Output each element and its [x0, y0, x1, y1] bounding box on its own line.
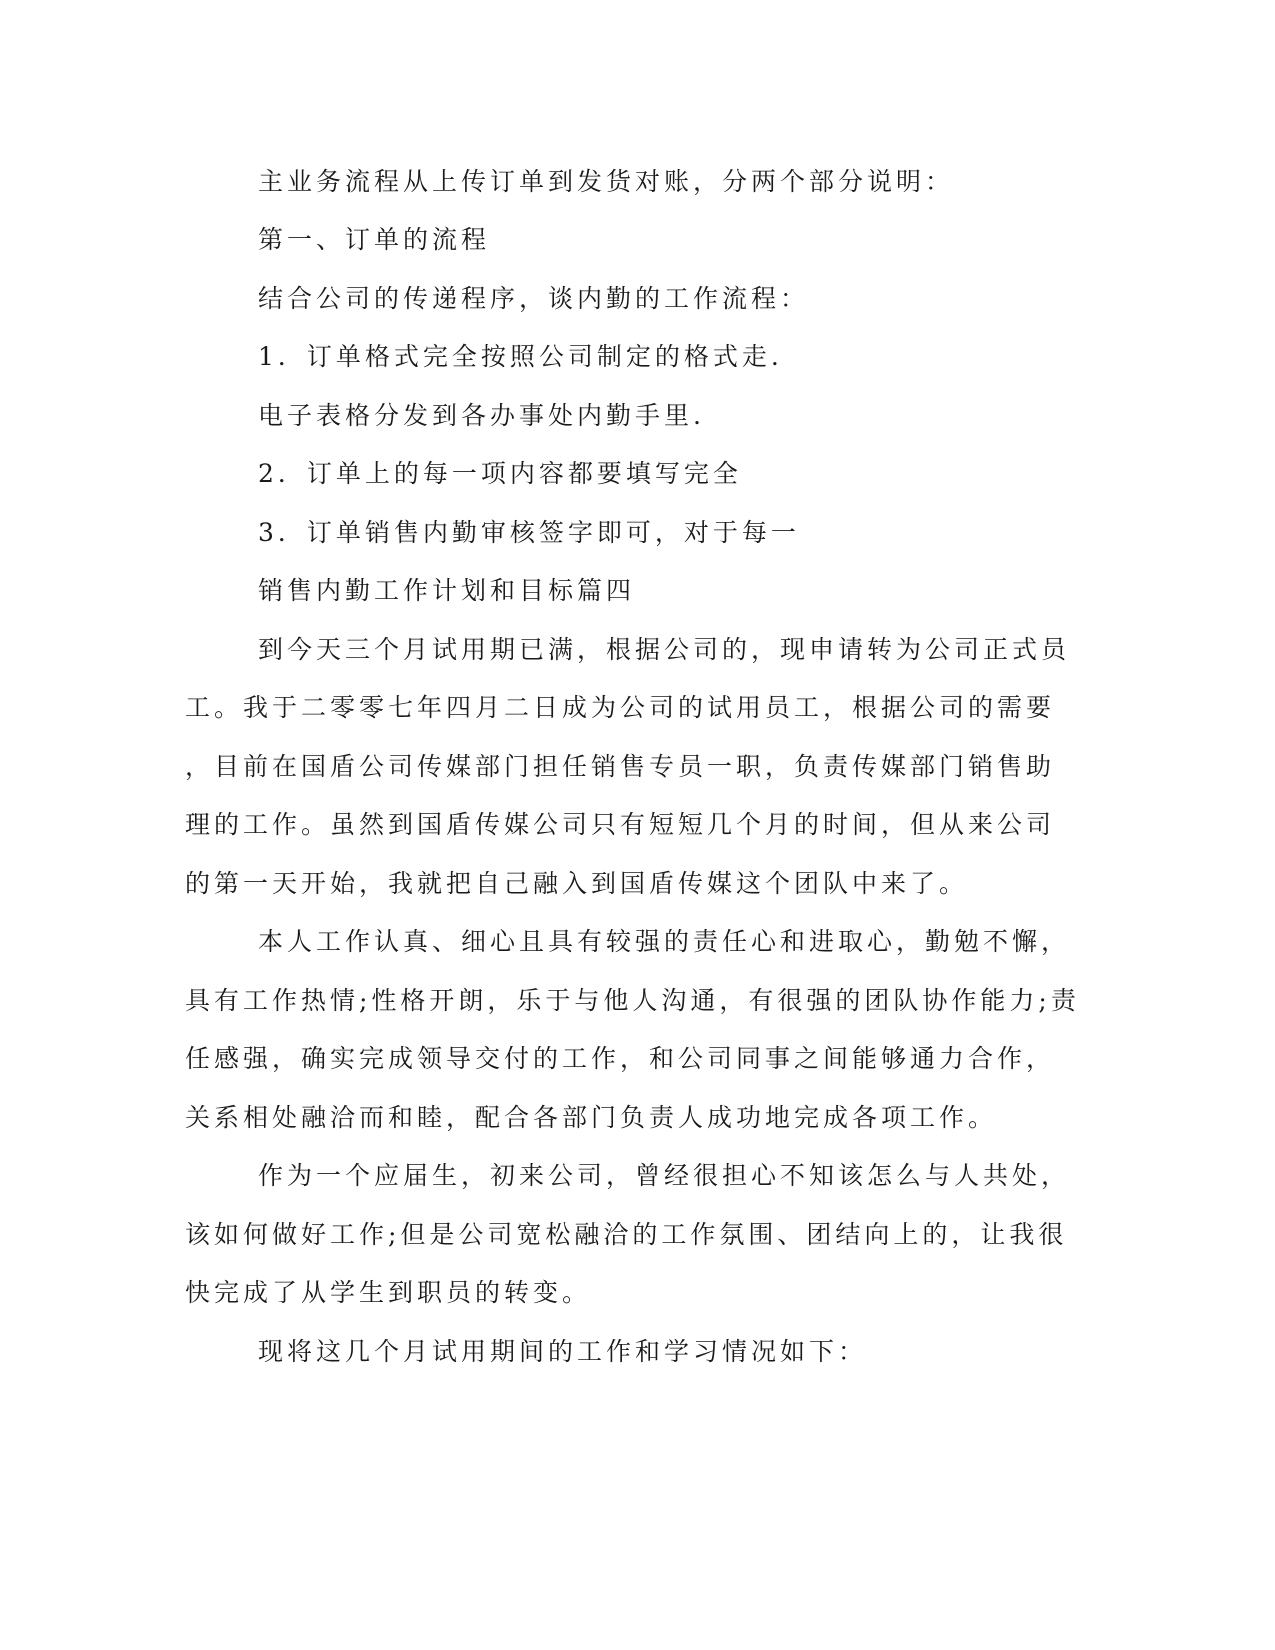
text-line: 的第一天开始，我就把自己融入到国盾传媒这个团队中来了。	[185, 869, 969, 898]
text-line: 该如何做好工作;但是公司宽松融洽的工作氛围、团结向上的，让我很	[185, 1220, 1068, 1249]
text-line: 任感强，确实完成领导交付的工作，和公司同事之间能够通力合作，	[185, 1044, 1056, 1073]
list-item: 3．订单销售内勤审核签字即可，对于每一	[258, 518, 800, 547]
section-heading: 第一、订单的流程	[258, 225, 491, 254]
text-line: 电子表格分发到各办事处内勤手里.	[258, 401, 705, 430]
text-line: 结合公司的传递程序，谈内勤的工作流程：	[258, 284, 810, 313]
text-line: 主业务流程从上传订单到发货对账，分两个部分说明：	[258, 167, 955, 196]
section-title: 销售内勤工作计划和目标篇四	[258, 576, 636, 605]
text-line: 理的工作。虽然到国盾传媒公司只有短短几个月的时间，但从来公司	[185, 810, 1056, 839]
text-line: 到今天三个月试用期已满，根据公司的，现申请转为公司正式员	[258, 635, 1071, 664]
list-item: 1．订单格式完全按照公司制定的格式走.	[258, 342, 783, 371]
text-line: 工。我于二零零七年四月二日成为公司的试用员工，根据公司的需要	[185, 693, 1056, 722]
text-line: ，目前在国盾公司传媒部门担任销售专员一职，负责传媒部门销售助	[185, 752, 1056, 781]
text-line: 快完成了从学生到职员的转变。	[185, 1278, 592, 1307]
text-line: 具有工作热情;性格开朗，乐于与他人沟通，有很强的团队协作能力;责	[185, 986, 1080, 1015]
text-line: 作为一个应届生，初来公司，曾经很担心不知该怎么与人共处，	[258, 1161, 1071, 1190]
text-line: 本人工作认真、细心且具有较强的责任心和进取心，勤勉不懈，	[258, 927, 1071, 956]
list-item: 2．订单上的每一项内容都要填写完全	[258, 459, 742, 488]
text-line: 现将这几个月试用期间的工作和学习情况如下：	[258, 1337, 868, 1366]
text-line: 关系相处融洽而和睦，配合各部门负责人成功地完成各项工作。	[185, 1103, 998, 1132]
